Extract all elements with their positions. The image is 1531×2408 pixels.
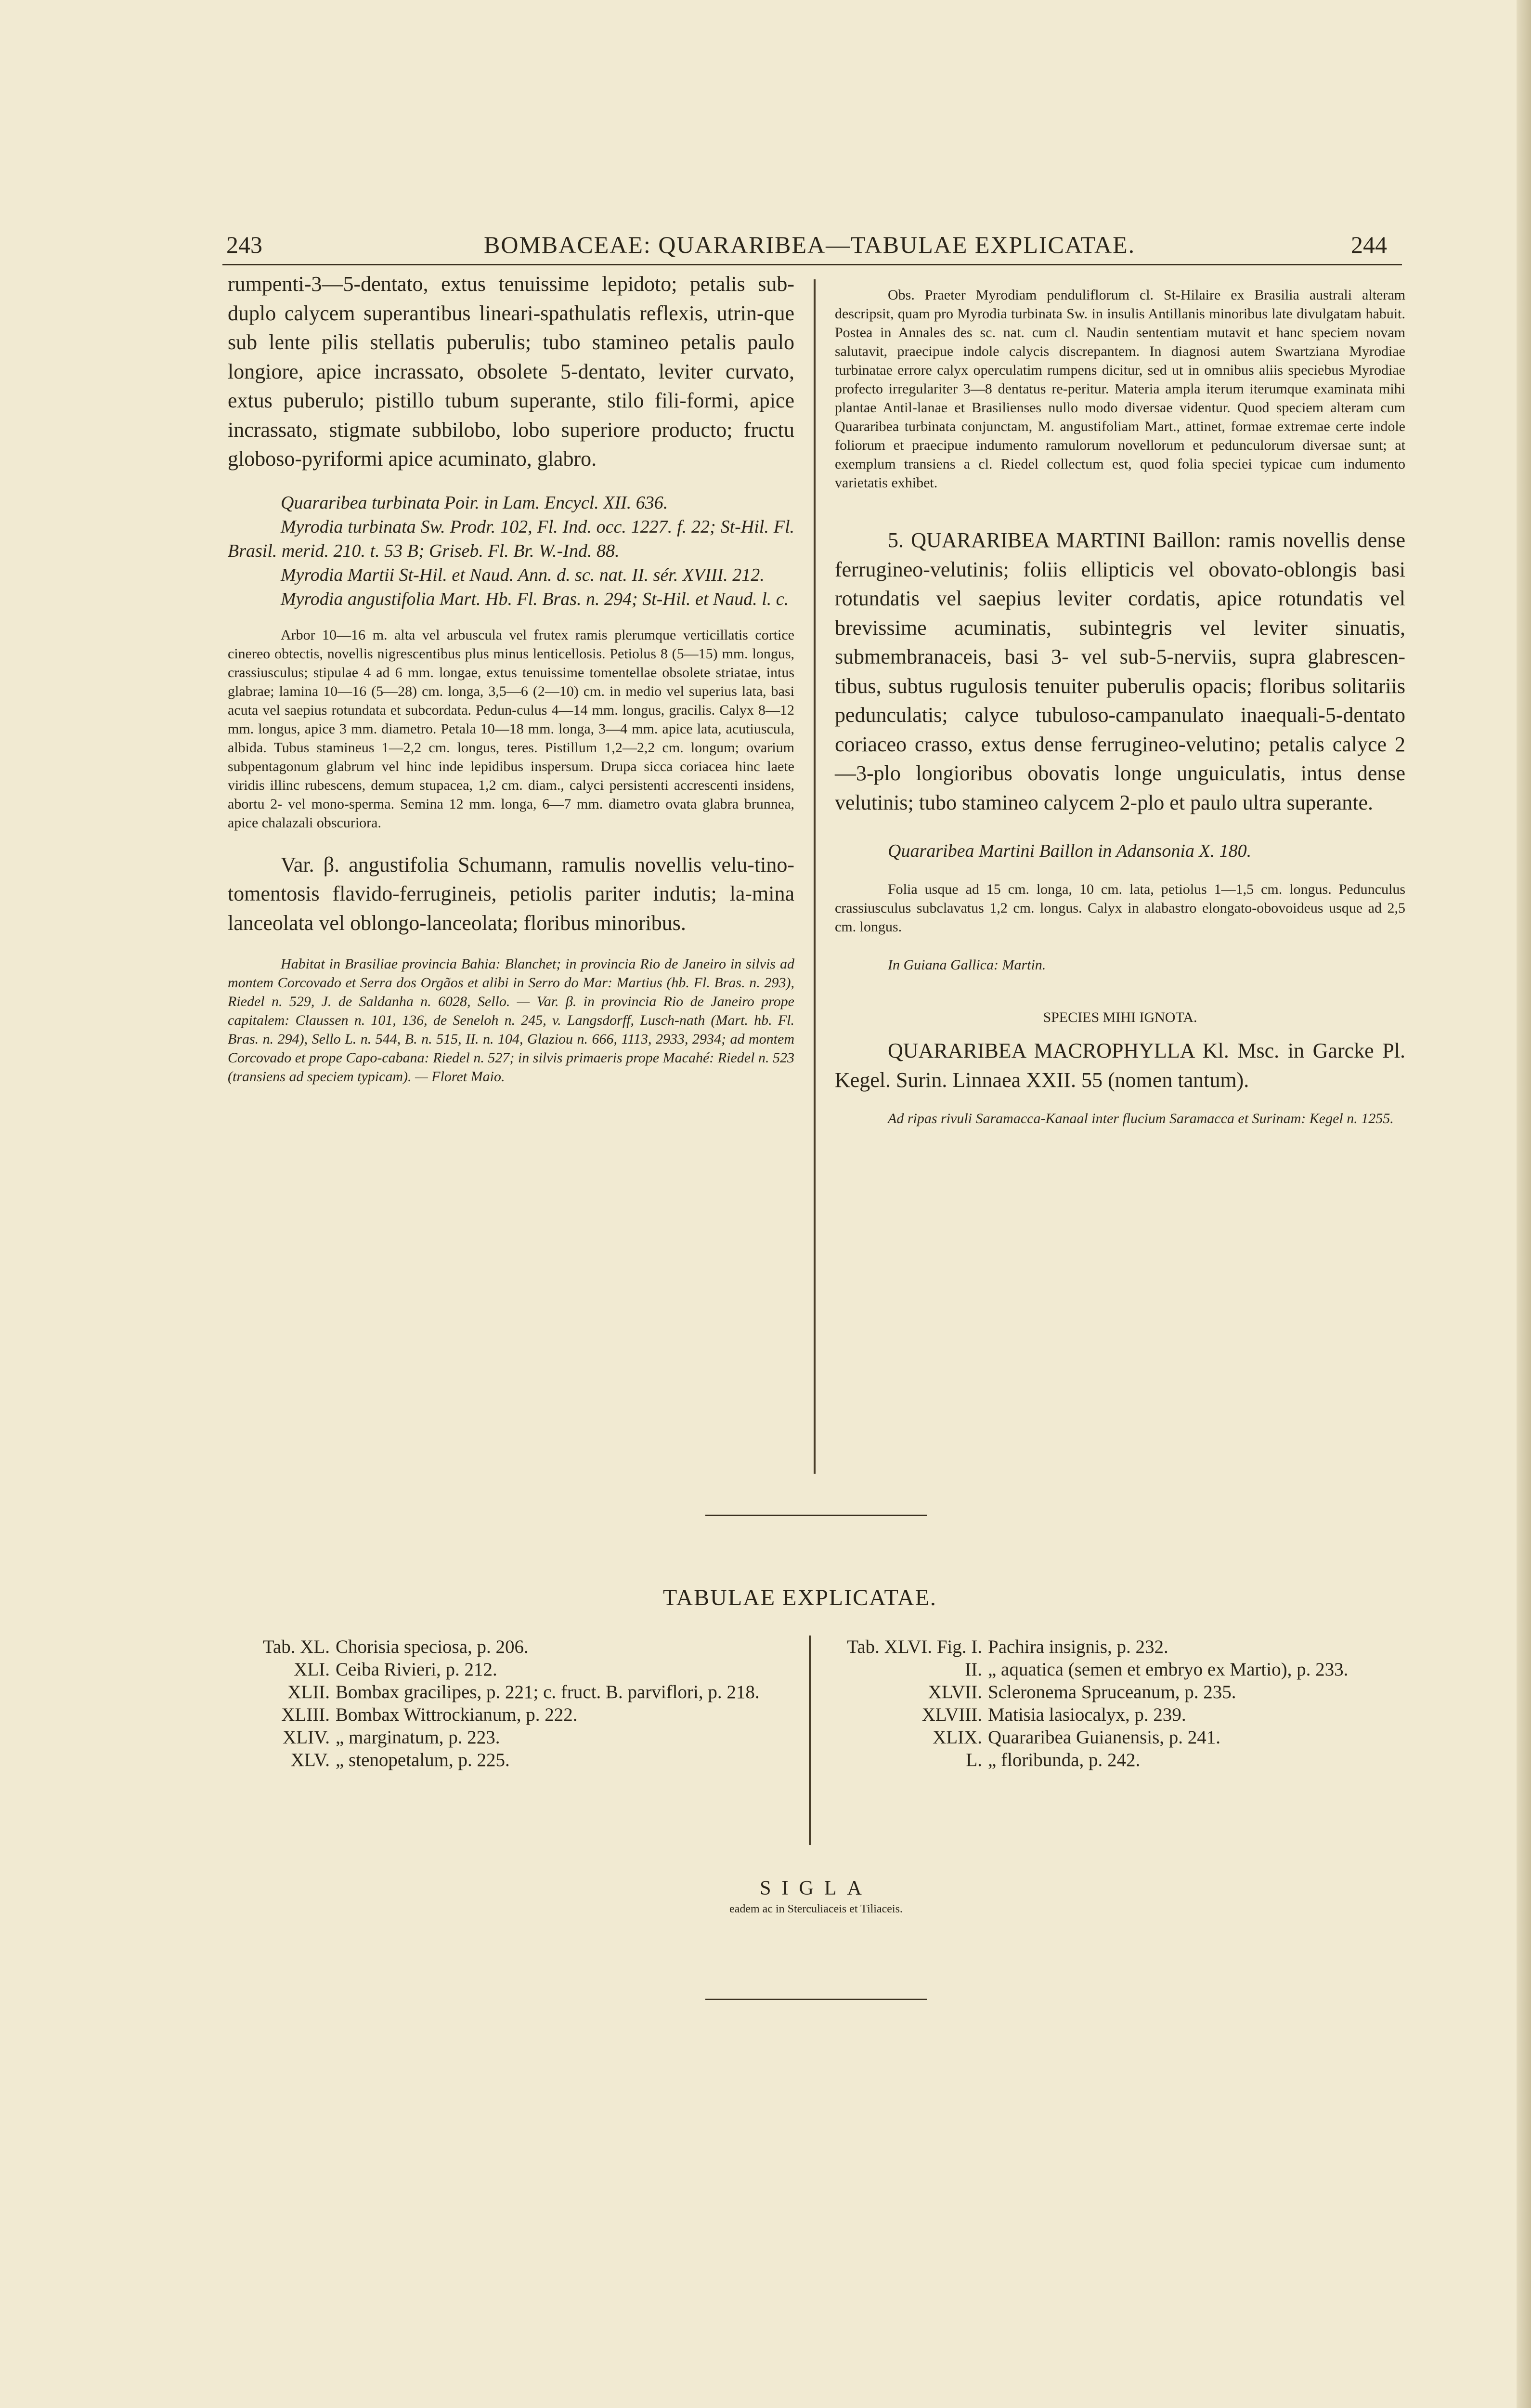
plate-caption: „ aquatica (semen et embryo ex Martio), p. 233. (988, 1659, 1349, 1680)
plate-entry (833, 1749, 1408, 1771)
plate-number: XLVIII. (921, 1704, 982, 1725)
plate-caption: „ marginatum, p. 223. (336, 1727, 500, 1748)
sigla-block (648, 1876, 985, 1917)
plate-number: II. (965, 1659, 982, 1680)
section-rule (705, 1515, 927, 1516)
plate-entry (226, 1749, 794, 1771)
plates-list-right (833, 1636, 1408, 1771)
page-number-right: 244 (1351, 231, 1387, 258)
plate-number: XLIX. (933, 1727, 982, 1748)
plates-list-left (226, 1636, 794, 1771)
header-rule (222, 264, 1402, 265)
plate-caption: Pachira insignis, p. 232. (988, 1636, 1168, 1657)
column-divider (814, 279, 816, 1474)
plate-entry (226, 1703, 794, 1726)
page-number-left: 243 (226, 231, 262, 258)
plate-entry (226, 1636, 794, 1658)
plate-caption: Ceiba Rivieri, p. 212. (336, 1659, 497, 1680)
species-5-habitat: In Guiana Gallica: Martin. (888, 957, 1046, 973)
observation-note: Obs. Praeter Myrodiam penduliflorum cl. St-Hilaire ex Brasilia australi alteram descripsit, quam pro Myrodia turbinata Sw. in insulis Antillanis minoribus late divulgatam habuit. Postea in Annales des sc. nat. cum cl. Naudin sententiam mutavit et hanc speciem novam salutavit, praecipue indole calycis discrepantem. In diagnosi autem Swartziana Myrodiae turbinatae errore calyx operculatim rumpens dicitur, sed ut in omnibus aliis speciebus Myrodiae profecto irregulariter 3—8 dentatus re-peritur. Materia ampla iterum iterumque examinata mihi plantae Antil-lanae et Brasilienses nullo modo diversae videntur. Quod speciem alteram cum Quararibea turbinata conjunctam, M. angustifoliam Mart., attinet, formae extremae certe indole foliorum et praecipue indumento ramulorum novellorum et pedunculorum diversae sunt; at exemplum transiens a cl. Riedel collectum est, quod folia speciei typicae cum indumento varietatis exhibet. (835, 287, 1405, 491)
tabulae-heading: TABULAE EXPLICATAE. (663, 1585, 937, 1610)
sigla-note: eadem ac in Sterculiaceis et Tiliaceis. (729, 1903, 903, 1915)
plate-caption: „ stenopetalum, p. 225. (336, 1750, 510, 1770)
plate-entry (833, 1636, 1408, 1658)
plate-number: Tab. XLVI. Fig. I. (847, 1636, 982, 1657)
plate-caption: Chorisia speciosa, p. 206. (336, 1636, 529, 1657)
variety-diagnosis: Var. β. angustifolia Schumann, ramulis novellis velu-tino-tomentosis flavido-ferrugineis, petiolis pariter indutis; la-mina lanceolata vel oblongo-lanceolata; floribus minoribus. (228, 852, 794, 935)
plate-caption: Scleronema Spruceanum, p. 235. (988, 1682, 1236, 1702)
plate-entry (226, 1681, 794, 1703)
plate-number: L. (966, 1750, 982, 1770)
species-description: Arbor 10—16 m. alta vel arbuscula vel frutex ramis plerumque verticillatis cortice cinereo obtectis, novellis nigrescentibus plus minus lenticellosis. Petiolus 8 (5—15) mm. longus, crassiusculus; stipulae 4 ad 6 mm. longae, extus tenuissime tomentellae obsolete striatae, intus glabrae; lamina 10—16 (5—28) cm. longa, 3,5—6 (2—10) cm. in medio vel superius lata, basi acuta vel saepius rotundata et subcordata. Pedun-culus 4—14 mm. longus, gracilis. Calyx 8—12 mm. longus, apice 3 mm. diametro. Petala 10—18 mm. longa, 3—4 mm. apice lata, acutiuscula, albida. Tubus stamineus 1—2,2 cm. longus, teres. Pistillum 1,2—2,2 cm. longum; ovarium subpentagonum glabrum vel hinc inde lepidibus inspersum. Drupa sicca coriacea hinc laete viridis illinc rubescens, demum stupacea, 1,2 cm. diam., calyci persistenti accrescenti insidens, abortu 2- vel mono-sperma. Semina 12 mm. longa, 6—7 mm. diametro ovata glabra brunnea, apice chalazali obscuriora. (228, 627, 794, 831)
synonym-2: Myrodia turbinata Sw. Prodr. 102, Fl. Ind. occ. 1227. f. 22; St-Hil. Fl. Brasil. merid. 210. t. 53 B; Griseb. Fl. Br. W.-Ind. 88. (228, 516, 794, 561)
unknown-species-name: QUARARIBEA MACROPHYLLA Kl. Msc. in Garcke Pl. Kegel. Surin. Linnaea XXII. 55 (nomen tantum). (835, 1039, 1405, 1092)
plate-number: Tab. XL. (262, 1636, 330, 1657)
right-column (835, 286, 1405, 1128)
plate-caption: Bombax Wittrockianum, p. 222. (336, 1704, 578, 1725)
species-5-diagnosis: 5. QUARARIBEA MARTINI Baillon: ramis novellis dense ferrugineo-velutinis; foliis ellipticis vel obovato-oblongis basi rotundatis vel saepius leviter cordatis, apice rotundatis vel brevissime acuminatis, subintegris vel leviter sinuatis, submembranaceis, basi 3- vel sub-5-nerviis, supra glabrescen-tibus, subtus rugulosis tenuiter puberulis opacis; floribus solitariis pedunculatis; calyce tubuloso-campanulato inaequali-5-dentato coriaceo crasso, extus dense ferrugineo-velutino; petalis calyce 2—3-plo longioribus obovatis longe unguiculatis, intus dense velutinis; tubo stamineo calycem 2-plo et paulo ultra superante. (835, 528, 1405, 814)
plate-entry (833, 1703, 1408, 1726)
plate-number: XLIII. (281, 1704, 330, 1725)
running-title: BOMBACEAE: QUARARIBEA—TABULAE EXPLICATAE. (484, 231, 1136, 258)
plate-number: XLV. (290, 1750, 330, 1770)
species-5-citation: Quararibea Martini Baillon in Adansonia X. 180. (888, 841, 1252, 861)
bottom-rule (705, 1999, 927, 2000)
sigla-heading: SIGLA (760, 1877, 872, 1899)
plate-number: XLI. (294, 1659, 330, 1680)
plate-number: XLIV. (283, 1727, 330, 1748)
plate-caption: Bombax gracilipes, p. 221; c. fruct. B. parviflori, p. 218. (336, 1682, 760, 1702)
plate-caption: Matisia lasiocalyx, p. 239. (988, 1704, 1186, 1725)
synonym-4: Myrodia angustifolia Mart. Hb. Fl. Bras. n. 294; St-Hil. et Naud. l. c. (281, 589, 789, 609)
synonym-1: Quararibea turbinata Poir. in Lam. Encycl. XII. 636. (281, 492, 668, 513)
tabulae-divider (809, 1636, 811, 1845)
species-5-description: Folia usque ad 15 cm. longa, 10 cm. lata, petiolus 1—1,5 cm. longus. Pedunculus crassiusculus subclavatus 1,2 cm. longus. Calyx in alabastro elongato-obovoideus usque ad 2,5 cm. longus. (835, 881, 1405, 935)
synonym-3: Myrodia Martii St-Hil. et Naud. Ann. d. sc. nat. II. sér. XVIII. 212. (281, 564, 765, 585)
diagnosis-continuation: rumpenti-3—5-dentato, extus tenuissime lepidoto; petalis sub-duplo calycem superantibus lineari-spathulatis reflexis, utrin-que sub lente pilis stellatis puberulis; tubo stamineo petalis paulo longiore, apice incrassato, obsolete 5-dentato, leviter curvato, extus puberulo; pistillo tubum superante, stilo fili-formi, apice incrassato, stigmate subbilobo, lobo superiore producto; fructu globoso-pyriformi apice acuminato, glabro. (228, 272, 794, 471)
plate-entry (226, 1658, 794, 1681)
left-column (228, 270, 794, 1086)
unknown-species-heading: SPECIES MIHI IGNOTA. (1043, 1009, 1197, 1025)
binding-edge (1517, 0, 1531, 2408)
plate-number: XLVII. (928, 1682, 982, 1702)
plate-entry (833, 1681, 1408, 1703)
plate-number: XLII. (287, 1682, 330, 1702)
habitat-paragraph: Habitat in Brasiliae provincia Bahia: Blanchet; in provincia Rio de Janeiro in silvis ad montem Corcovado et Serra dos Orgãos et alibi in Serro do Mar: Martius (hb. Fl. Bras. n. 293), Riedel n. 529, J. de Saldanha n. 6028, Sello. — Var. β. in provincia Rio de Janeiro prope capitalem: Claussen n. 101, 136, de Seneloh n. 245, v. Langsdorff, Lusch-nath (Mart. hb. Fl. Bras. n. 294), Sello L. n. 544, B. n. 515, II. n. 104, Glaziou n. 666, 1113, 2933, 2934; ad montem Corcovado et prope Capo-cabana: Riedel n. 527; in silvis primaeris prope Macahé: Riedel n. 523 (transiens ad speciem typicam). — Floret Maio. (228, 956, 794, 1085)
plate-entry (833, 1658, 1408, 1681)
plate-entry (833, 1726, 1408, 1749)
unknown-species-habitat: Ad ripas rivuli Saramacca-Kanaal inter flucium Saramacca et Surinam: Kegel n. 1255. (888, 1111, 1394, 1126)
plate-caption: Quararibea Guianensis, p. 241. (988, 1727, 1221, 1748)
plate-entry (226, 1726, 794, 1749)
plate-caption: „ floribunda, p. 242. (988, 1750, 1141, 1770)
